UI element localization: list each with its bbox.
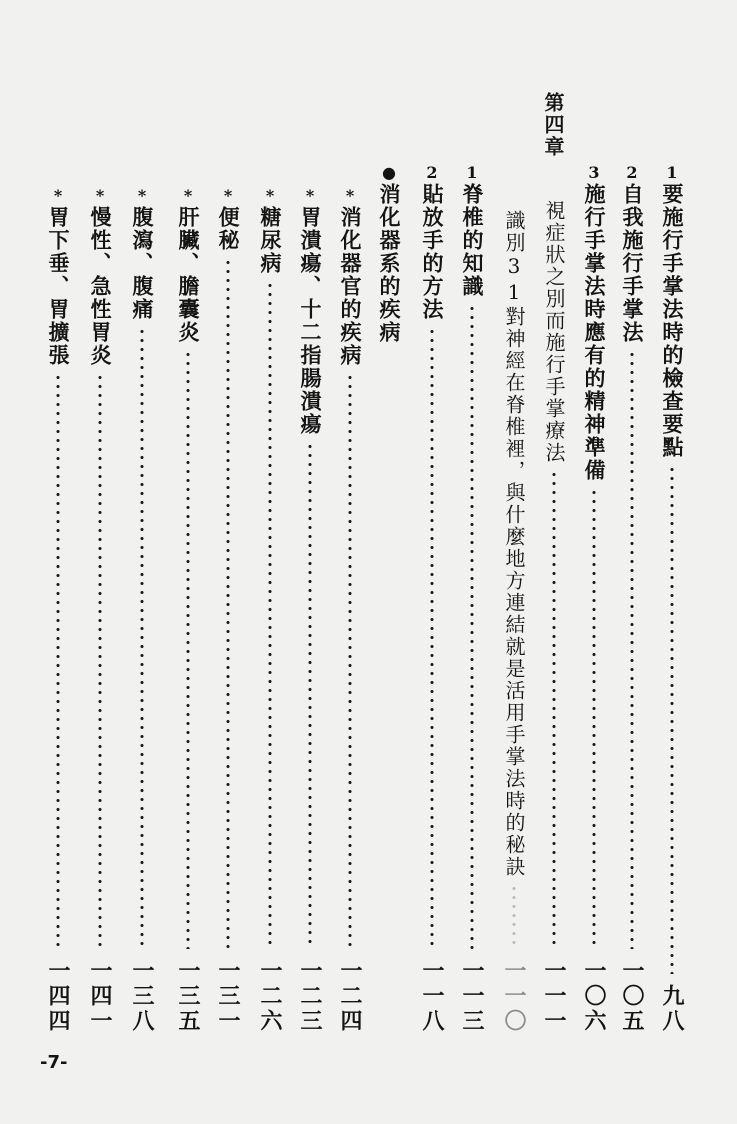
toc-entry <box>84 188 116 1034</box>
entry-title: 自我施行手掌法 <box>620 183 645 344</box>
dot-leader <box>470 304 474 949</box>
toc-entry <box>294 188 326 1034</box>
entry-page: 一一三 <box>459 959 485 1034</box>
entry-number: 2 <box>626 163 638 182</box>
entry-page: 一四四 <box>45 959 71 1034</box>
entry-title: 識別31對神經在脊椎裡，與什麼地方連結就是活用手掌法時的秘訣 <box>502 210 526 878</box>
toc-entry <box>42 188 74 1034</box>
entry-title: 視症狀之別而施行手掌療法 <box>542 200 566 464</box>
entry-bullet: * <box>305 186 315 205</box>
entry-title: 腹瀉、腹痛 <box>130 206 155 321</box>
dot-leader <box>186 350 190 949</box>
dot-leader <box>226 258 230 949</box>
toc-entry <box>212 188 244 1034</box>
entry-number: 2 <box>426 163 438 182</box>
entry-title: 慢性、急性胃炎 <box>88 206 113 367</box>
toc-entry <box>456 165 488 1034</box>
dot-leader <box>308 442 312 949</box>
entry-title: 施行手掌法時應有的精神準備 <box>582 183 607 482</box>
toc-entry <box>172 188 204 1034</box>
entry-number: 1 <box>466 163 478 182</box>
entry-number: 3 <box>588 163 600 182</box>
toc-entry <box>254 188 286 1034</box>
entry-title: 貼放手的方法 <box>420 183 445 321</box>
entry-page: 一二四 <box>337 959 363 1034</box>
toc-entry <box>656 165 688 1034</box>
entry-bullet: * <box>137 186 147 205</box>
toc-entry <box>498 210 530 1034</box>
entry-bullet: * <box>265 186 275 205</box>
entry-bullet: * <box>53 186 63 205</box>
entry-title: 脊椎的知識 <box>460 183 485 298</box>
entry-bullet: * <box>183 186 193 205</box>
entry-page: 一三一 <box>215 959 241 1034</box>
section-title: 消化器系的疾病 <box>377 183 402 344</box>
dot-leader <box>430 327 434 949</box>
entry-page: 一二三 <box>297 959 323 1034</box>
entry-title: 胃潰瘍、十二指腸潰瘍 <box>298 206 323 436</box>
dot-leader <box>670 465 674 974</box>
entry-bullet: * <box>223 186 233 205</box>
entry-bullet: * <box>95 186 105 205</box>
chapter-heading: 第四章 <box>541 92 565 158</box>
entry-title: 糖尿病 <box>258 206 283 275</box>
toc-entry <box>416 165 448 1034</box>
entry-page: 一一八 <box>419 959 445 1034</box>
entry-page: 一一〇 <box>501 959 527 1034</box>
dot-leader <box>56 373 60 949</box>
dot-leader <box>630 350 634 949</box>
entry-title: 胃下垂、胃擴張 <box>46 206 71 367</box>
toc-entry <box>616 165 648 1034</box>
toc-section-heading <box>373 165 405 364</box>
toc-entry <box>578 165 610 1034</box>
toc-entry <box>538 200 570 1034</box>
entry-page: 一二六 <box>257 959 283 1034</box>
entry-title: 便秘 <box>216 206 241 252</box>
toc-entry <box>126 188 158 1034</box>
dot-leader <box>512 884 516 949</box>
dot-leader <box>268 281 272 949</box>
entry-page: 九八 <box>659 984 685 1034</box>
dot-leader <box>98 373 102 949</box>
toc-entry <box>334 188 366 1034</box>
entry-page: 一三五 <box>175 959 201 1034</box>
dot-leader <box>348 373 352 949</box>
section-bullet: ● <box>382 163 396 182</box>
dot-leader <box>592 488 596 949</box>
entry-number: 1 <box>666 163 678 182</box>
entry-title: 消化器官的疾病 <box>338 206 363 367</box>
dot-leader <box>552 470 556 949</box>
dot-leader <box>140 327 144 949</box>
entry-page: 一〇五 <box>619 959 645 1034</box>
entry-page: 一〇六 <box>581 959 607 1034</box>
entry-bullet: * <box>345 186 355 205</box>
entry-page: 一一一 <box>541 959 567 1034</box>
page-number: -7- <box>40 1052 68 1073</box>
entry-page: 一三八 <box>129 959 155 1034</box>
entry-title: 肝臟、膽囊炎 <box>176 206 201 344</box>
entry-page: 一四一 <box>87 959 113 1034</box>
entry-title: 要施行手掌法時的檢查要點 <box>660 183 685 459</box>
